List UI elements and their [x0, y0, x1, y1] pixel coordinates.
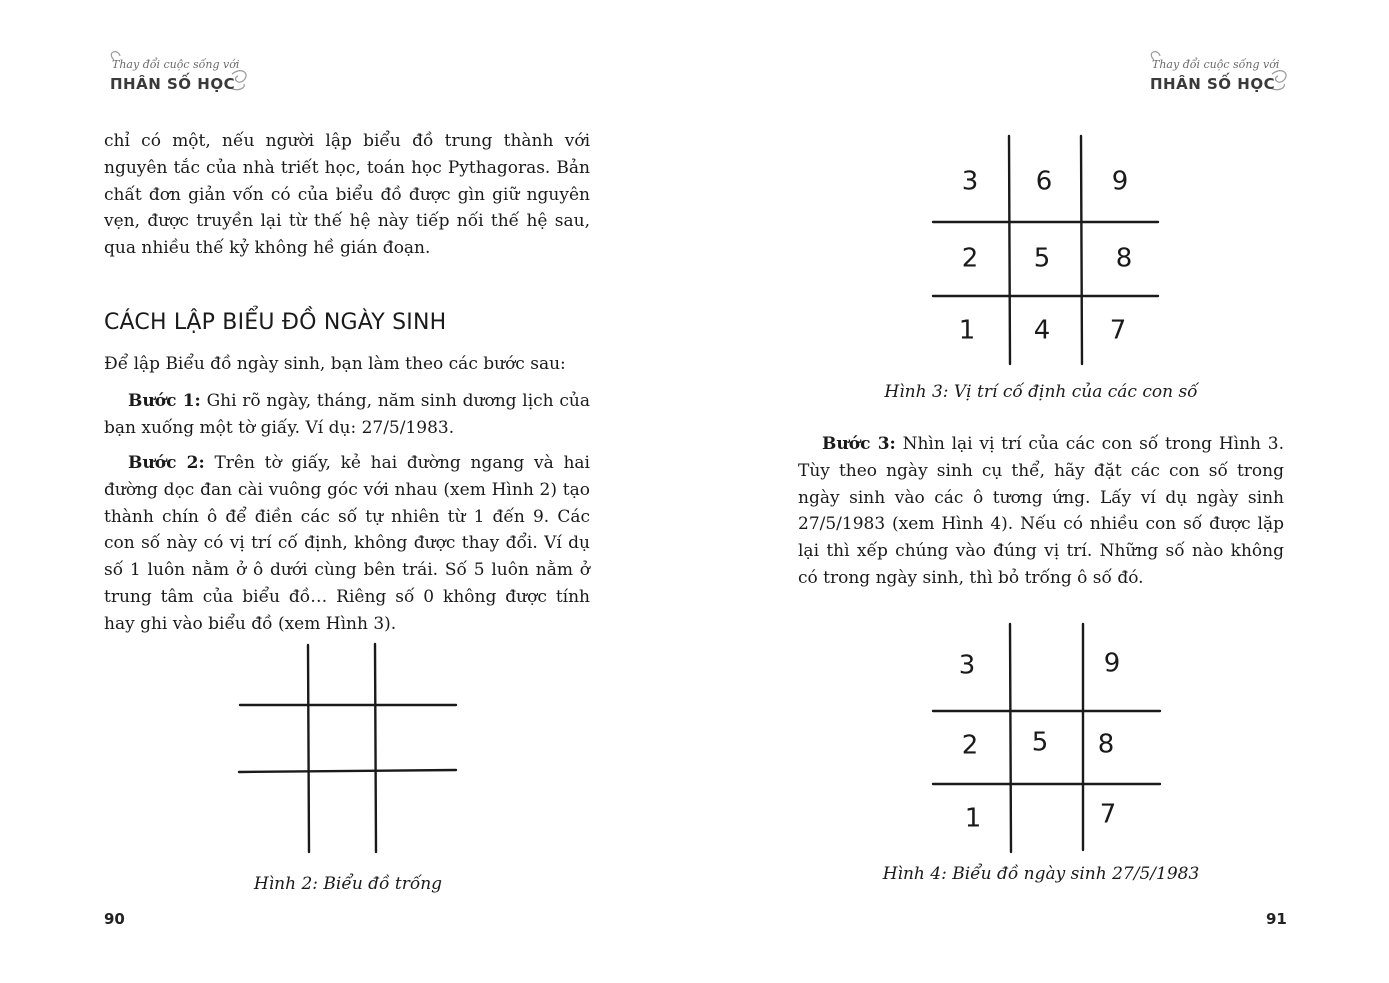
- grid-cell-r3-c3: 7: [1109, 315, 1127, 346]
- grid-line-vertical-1: [1009, 136, 1010, 364]
- right-page: [694, 0, 1389, 983]
- book-logo: [1144, 48, 1294, 98]
- logo-title: ΠHÂN SỐ HỌC: [110, 75, 236, 93]
- grid-cell-r3-c1: 1: [958, 315, 976, 346]
- grid-cell-r2-c2: 5: [1033, 243, 1051, 274]
- grid-line-vertical-1: [1010, 624, 1011, 852]
- grid-cell-r2-c1: 2: [961, 730, 979, 761]
- left-page: [0, 0, 694, 983]
- figure3-number-grid: [930, 132, 1162, 368]
- figure3-caption: Hình 3: Vị trí cố định của các con số: [884, 382, 1198, 402]
- grid-cell-r1-c1: 3: [961, 166, 979, 197]
- grid-cell-r2-c3: 8: [1097, 729, 1115, 760]
- step3-label: Bước 3:: [822, 434, 896, 454]
- step1-text: Ghi rõ ngày, tháng, năm sinh dương lịch của bạn xuống một tờ giấy. Ví dụ: 27/5/1983.: [104, 391, 590, 438]
- grid-cell-r3-c2: 4: [1033, 315, 1051, 346]
- page-number-left: 90: [104, 910, 125, 928]
- step2-text: Trên tờ giấy, kẻ hai đường ngang và hai đường dọc đan cài vuông góc với nhau (xem Hình 2) tạo thành chín ô để điền các số tự nhiên từ 1 đến 9. Các con số này có vị trí cố định, không được thay đổi. Ví dụ số 1 luôn nằm ở ô dưới cùng bên trái. Số 5 luôn nằm ở trung tâm của biểu đồ… Riêng số 0 không được tính hay ghi vào biểu đồ (xem Hình 3).: [104, 453, 590, 634]
- step3-text: Nhìn lại vị trí của các con số trong Hình 3. Tùy theo ngày sinh cụ thể, hãy đặt các con số trong ngày sinh vào các ô tương ứng. Lấy ví dụ ngày sinh 27/5/1983 (xem Hình 4). Nếu có nhiều con số được lặp lại thì xếp chúng vào đúng vị trí. Những số nào không có trong ngày sinh, thì bỏ trống ô số đó.: [798, 434, 1284, 588]
- grid-line-vertical-2: [375, 644, 376, 852]
- lead-text: Để lập Biểu đồ ngày sinh, bạn làm theo các bước sau:: [104, 354, 566, 374]
- figure4-caption: Hình 4: Biểu đồ ngày sinh 27/5/1983: [882, 864, 1200, 884]
- step2-paragraph: [104, 450, 590, 638]
- grid-cell-r2-c1: 2: [961, 243, 979, 274]
- grid-line-vertical-1: [308, 645, 309, 852]
- grid-cell-r1-c1: 3: [958, 650, 976, 681]
- step3-paragraph: [798, 431, 1284, 592]
- figure4-birthdate-grid: [930, 618, 1162, 856]
- page-number-right: 91: [1266, 910, 1287, 928]
- step1-paragraph: [104, 388, 590, 442]
- step1-label: Bước 1:: [128, 391, 201, 411]
- figure2-caption: Hình 2: Biểu đồ trống: [253, 874, 443, 894]
- grid-line-horizontal-2: [239, 770, 456, 772]
- intro-paragraph: chỉ có một, nếu người lập biểu đồ trung thành với nguyên tắc của nhà triết học, toán học Pythagoras. Bản chất đơn giản vốn có của biểu đồ được gìn giữ nguyên vẹn, được truyền lại từ thế hệ này tiếp nối thế hệ sau, qua nhiều thế kỷ không hề gián đoạn.: [104, 131, 590, 259]
- grid-cell-r3-c3: 7: [1099, 799, 1117, 830]
- grid-cell-r3-c1: 1: [964, 803, 982, 834]
- logo-title: ΠHÂN SỐ HỌC: [1150, 75, 1276, 93]
- book-logo: [104, 48, 254, 98]
- grid-cell-r1-c3: 9: [1111, 166, 1129, 197]
- figure2-empty-grid: [236, 640, 460, 856]
- grid-cell-r2-c2: 5: [1031, 727, 1049, 758]
- grid-cell-r1-c2: 6: [1035, 166, 1053, 197]
- grid-line-vertical-2: [1081, 136, 1082, 364]
- logo-subtitle: Thay đổi cuộc sống với: [1152, 58, 1280, 71]
- step2-label: Bước 2:: [128, 453, 205, 473]
- grid-cell-r1-c3: 9: [1103, 648, 1121, 679]
- logo-subtitle: Thay đổi cuộc sống với: [112, 58, 240, 71]
- grid-cell-r2-c3: 8: [1115, 243, 1133, 274]
- section-heading: CÁCH LẬP BIỂU ĐỒ NGÀY SINH: [104, 310, 447, 335]
